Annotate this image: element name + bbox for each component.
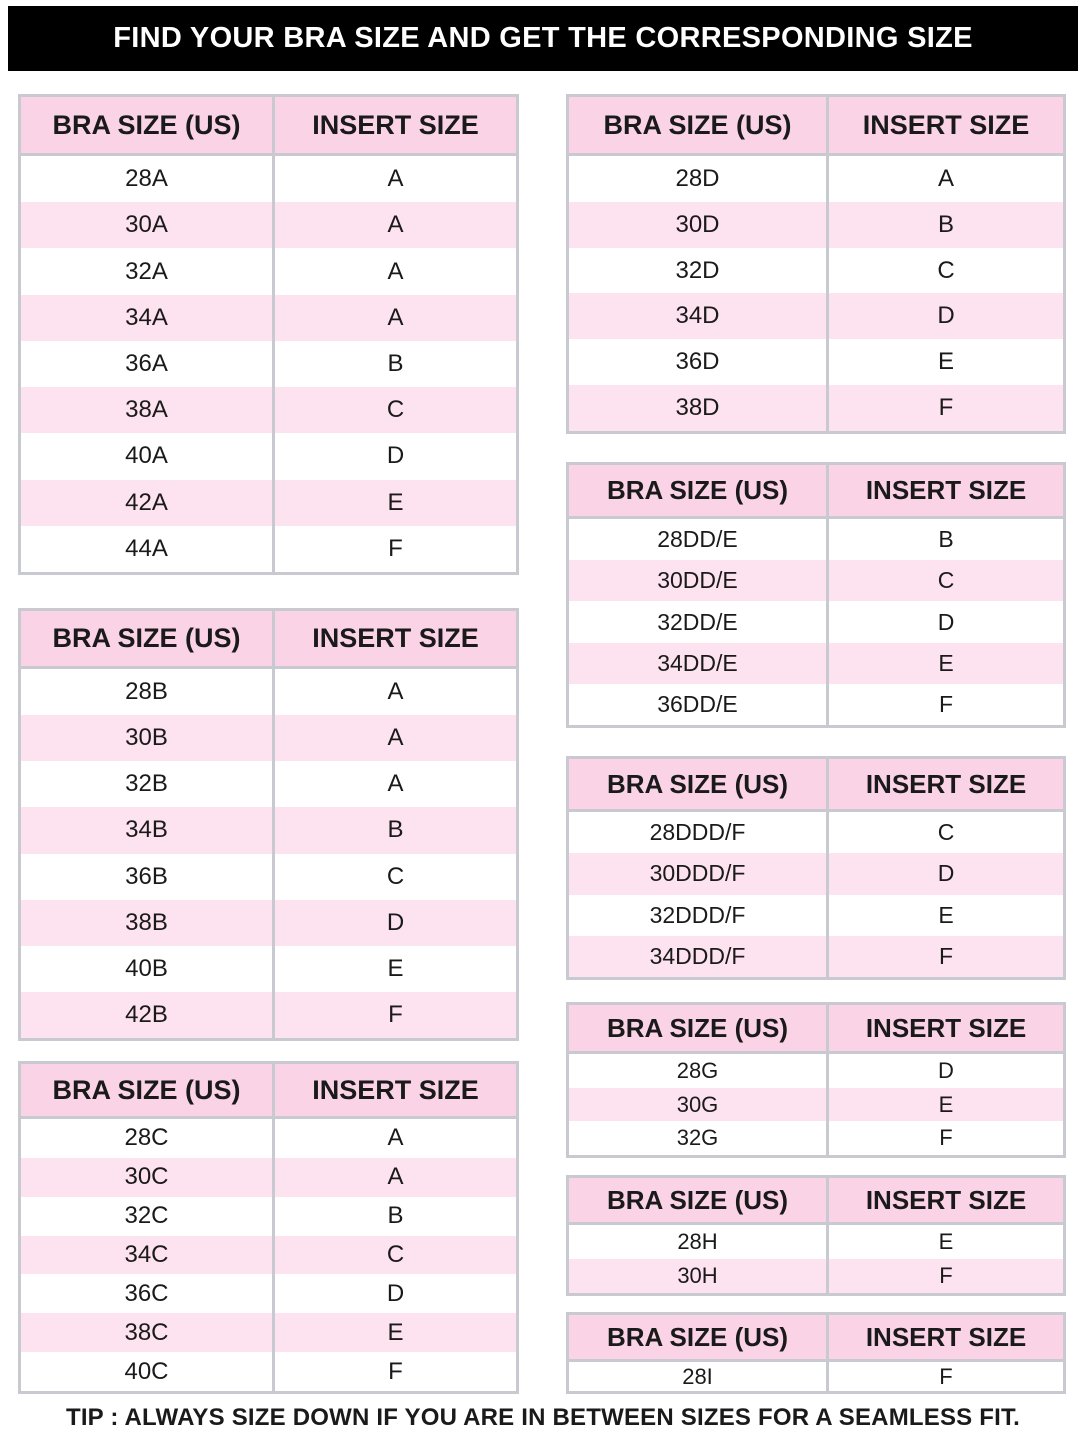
insert-size-cell: A — [387, 724, 404, 752]
insert-size-cell: E — [938, 1229, 954, 1254]
insert-size-cell: D — [386, 442, 405, 470]
insert-size-cell: A — [387, 211, 404, 239]
table-row — [569, 1054, 1063, 1088]
table-header — [569, 465, 1063, 519]
size-table-dd-e-cup — [566, 462, 1066, 728]
header-bra-size: BRA SIZE (US) — [569, 97, 829, 153]
insert-size-cell: A — [387, 165, 404, 193]
size-table-ddd-f-cup — [566, 756, 1066, 980]
table-row — [21, 156, 516, 202]
header-insert-size: INSERT SIZE — [865, 1012, 1027, 1043]
bra-size-cell: 28C — [21, 1119, 275, 1158]
bra-size-cell: 32G — [569, 1121, 829, 1155]
insert-size-cell: B — [937, 210, 954, 238]
bra-size-cell: 40C — [21, 1352, 275, 1391]
insert-size-cell: A — [387, 257, 404, 285]
table-row — [569, 684, 1063, 725]
table-row — [21, 526, 516, 572]
bra-size-cell: 32DDD/F — [569, 895, 829, 936]
insert-size-cell: B — [938, 526, 954, 553]
bra-size-cell: 28I — [569, 1362, 829, 1391]
size-table-b-cup — [18, 608, 519, 1041]
insert-size-cell: D — [937, 860, 955, 887]
header-bra-size: BRA SIZE (US) — [569, 759, 829, 809]
table-row — [569, 936, 1063, 977]
bra-size-cell: 36D — [569, 339, 829, 385]
table-row — [569, 248, 1063, 294]
size-table-c-cup — [18, 1061, 519, 1394]
bra-size-cell: 36C — [21, 1274, 275, 1313]
bra-size-cell: 32D — [569, 248, 829, 294]
insert-size-cell: A — [387, 1124, 404, 1152]
header-insert-size: INSERT SIZE — [865, 1184, 1027, 1215]
bra-size-cell: 32C — [21, 1197, 275, 1236]
table-row — [21, 387, 516, 433]
bra-size-cell: 42B — [21, 992, 275, 1038]
header-bra-size: BRA SIZE (US) — [569, 1178, 829, 1222]
insert-size-cell: C — [937, 567, 955, 594]
insert-size-cell: A — [387, 303, 404, 331]
table-row — [21, 433, 516, 479]
table-row — [21, 992, 516, 1038]
bra-size-cell: 30B — [21, 715, 275, 761]
bra-size-cell: 34C — [21, 1236, 275, 1275]
bra-size-cell: 28B — [21, 669, 275, 715]
table-row — [21, 1313, 516, 1352]
insert-size-cell: F — [939, 1363, 953, 1389]
bra-size-cell: 28DD/E — [569, 519, 829, 560]
table-row — [569, 293, 1063, 339]
table-header — [569, 97, 1063, 156]
insert-size-cell: F — [388, 1000, 403, 1028]
insert-size-cell: E — [938, 1091, 954, 1117]
table-row — [569, 1088, 1063, 1122]
table-row — [21, 1158, 516, 1197]
page-banner: FIND YOUR BRA SIZE AND GET THE CORRESPONDING SIZE — [8, 6, 1078, 71]
table-row — [21, 669, 516, 715]
header-insert-size: INSERT SIZE — [312, 109, 479, 140]
insert-size-cell: D — [937, 608, 955, 635]
table-header — [569, 1315, 1063, 1362]
bra-size-cell: 34B — [21, 807, 275, 853]
bra-size-cell: 34A — [21, 295, 275, 341]
table-row — [569, 339, 1063, 385]
table-row — [21, 807, 516, 853]
bra-size-cell: 36DD/E — [569, 684, 829, 725]
insert-size-cell: C — [386, 396, 405, 424]
table-header — [569, 1005, 1063, 1054]
bra-size-cell: 30H — [569, 1259, 829, 1293]
bra-size-cell: 36A — [21, 341, 275, 387]
bra-size-cell: 44A — [21, 526, 275, 572]
insert-size-cell: E — [937, 348, 954, 376]
table-header — [569, 1178, 1063, 1225]
insert-size-cell: E — [387, 488, 404, 516]
bra-size-cell: 40B — [21, 946, 275, 992]
table-row — [21, 480, 516, 526]
bra-size-cell: 32B — [21, 761, 275, 807]
bra-size-cell: 28D — [569, 156, 829, 202]
bra-size-cell: 28DDD/F — [569, 812, 829, 853]
header-bra-size: BRA SIZE (US) — [569, 465, 829, 516]
insert-size-cell: F — [939, 1263, 953, 1288]
table-row — [21, 295, 516, 341]
bra-size-cell: 36B — [21, 854, 275, 900]
insert-size-cell: C — [386, 1241, 405, 1268]
insert-size-cell: A — [937, 164, 954, 192]
table-header — [569, 759, 1063, 812]
insert-size-cell: D — [938, 1057, 954, 1083]
bra-size-cell: 32A — [21, 248, 275, 294]
insert-size-cell: E — [387, 954, 404, 982]
table-row — [569, 519, 1063, 560]
size-table-d-cup — [566, 94, 1066, 434]
table-row — [21, 341, 516, 387]
insert-size-cell: E — [938, 649, 954, 676]
table-row — [21, 1352, 516, 1391]
bra-size-cell: 30DD/E — [569, 560, 829, 601]
table-row — [569, 560, 1063, 601]
size-table-h-cup — [566, 1175, 1066, 1296]
bra-size-cell: 32DD/E — [569, 601, 829, 642]
insert-size-cell: F — [938, 394, 954, 422]
bra-size-cell: 38C — [21, 1313, 275, 1352]
bra-size-cell: 38D — [569, 385, 829, 431]
table-row — [569, 156, 1063, 202]
table-row — [21, 1274, 516, 1313]
header-bra-size: BRA SIZE (US) — [21, 97, 275, 153]
bra-size-cell: 28A — [21, 156, 275, 202]
insert-size-cell: A — [387, 1163, 404, 1191]
table-header — [21, 97, 516, 156]
bra-size-cell: 28H — [569, 1225, 829, 1259]
table-row — [21, 1119, 516, 1158]
bra-size-cell: 28G — [569, 1054, 829, 1088]
header-bra-size: BRA SIZE (US) — [21, 1064, 275, 1116]
table-row — [21, 202, 516, 248]
table-row — [569, 643, 1063, 684]
header-insert-size: INSERT SIZE — [312, 623, 479, 653]
insert-size-cell: B — [387, 1202, 404, 1230]
table-row — [569, 601, 1063, 642]
bra-size-cell: 40A — [21, 433, 275, 479]
table-row — [21, 248, 516, 294]
header-bra-size: BRA SIZE (US) — [569, 1005, 829, 1051]
insert-size-cell: F — [388, 534, 403, 562]
bra-size-cell: 30DDD/F — [569, 853, 829, 894]
header-insert-size: INSERT SIZE — [865, 1321, 1027, 1352]
table-row — [21, 1197, 516, 1236]
table-row — [569, 1225, 1063, 1259]
insert-size-cell: D — [386, 1279, 405, 1307]
insert-size-cell: E — [387, 1318, 404, 1346]
insert-size-cell: A — [387, 678, 404, 706]
header-insert-size: INSERT SIZE — [862, 109, 1030, 140]
table-row — [569, 202, 1063, 248]
table-row — [21, 946, 516, 992]
header-insert-size: INSERT SIZE — [865, 768, 1027, 799]
bra-size-cell: 42A — [21, 480, 275, 526]
insert-size-cell: F — [938, 690, 954, 717]
bra-size-cell: 30G — [569, 1088, 829, 1122]
table-row — [569, 853, 1063, 894]
insert-size-cell: E — [938, 901, 954, 928]
bra-size-cell: 38A — [21, 387, 275, 433]
table-row — [21, 900, 516, 946]
table-row — [21, 854, 516, 900]
header-insert-size: INSERT SIZE — [312, 1074, 479, 1105]
table-row — [569, 385, 1063, 431]
bra-size-cell: 30D — [569, 202, 829, 248]
size-table-i-cup — [566, 1312, 1066, 1394]
table-row — [21, 1236, 516, 1275]
header-bra-size: BRA SIZE (US) — [569, 1315, 829, 1359]
header-bra-size: BRA SIZE (US) — [21, 611, 275, 666]
insert-size-cell: C — [937, 819, 955, 846]
insert-size-cell: F — [938, 942, 954, 969]
insert-size-cell: D — [386, 908, 405, 936]
table-row — [569, 1121, 1063, 1155]
bra-size-cell: 34D — [569, 293, 829, 339]
table-header — [21, 1064, 516, 1119]
table-row — [569, 895, 1063, 936]
insert-size-cell: C — [386, 862, 405, 890]
insert-size-cell: B — [387, 816, 404, 844]
bra-size-cell: 34DD/E — [569, 643, 829, 684]
insert-size-cell: F — [939, 1125, 953, 1151]
table-header — [21, 611, 516, 669]
bra-size-cell: 38B — [21, 900, 275, 946]
insert-size-cell: B — [387, 349, 404, 377]
table-row — [21, 715, 516, 761]
insert-size-cell: C — [937, 256, 955, 284]
header-insert-size: INSERT SIZE — [865, 475, 1027, 505]
insert-size-cell: D — [937, 302, 955, 330]
table-row — [21, 761, 516, 807]
sizing-tip: TIP : ALWAYS SIZE DOWN IF YOU ARE IN BETWEEN SIZES FOR A SEAMLESS FIT. — [65, 1404, 1021, 1431]
table-row — [569, 1362, 1063, 1391]
size-table-a-cup — [18, 94, 519, 575]
bra-size-cell: 30C — [21, 1158, 275, 1197]
insert-size-cell: F — [388, 1357, 403, 1385]
insert-size-cell: A — [387, 770, 404, 798]
bra-size-cell: 34DDD/F — [569, 936, 829, 977]
size-table-g-cup — [566, 1002, 1066, 1158]
table-row — [569, 812, 1063, 853]
bra-size-cell: 30A — [21, 202, 275, 248]
table-row — [569, 1259, 1063, 1293]
